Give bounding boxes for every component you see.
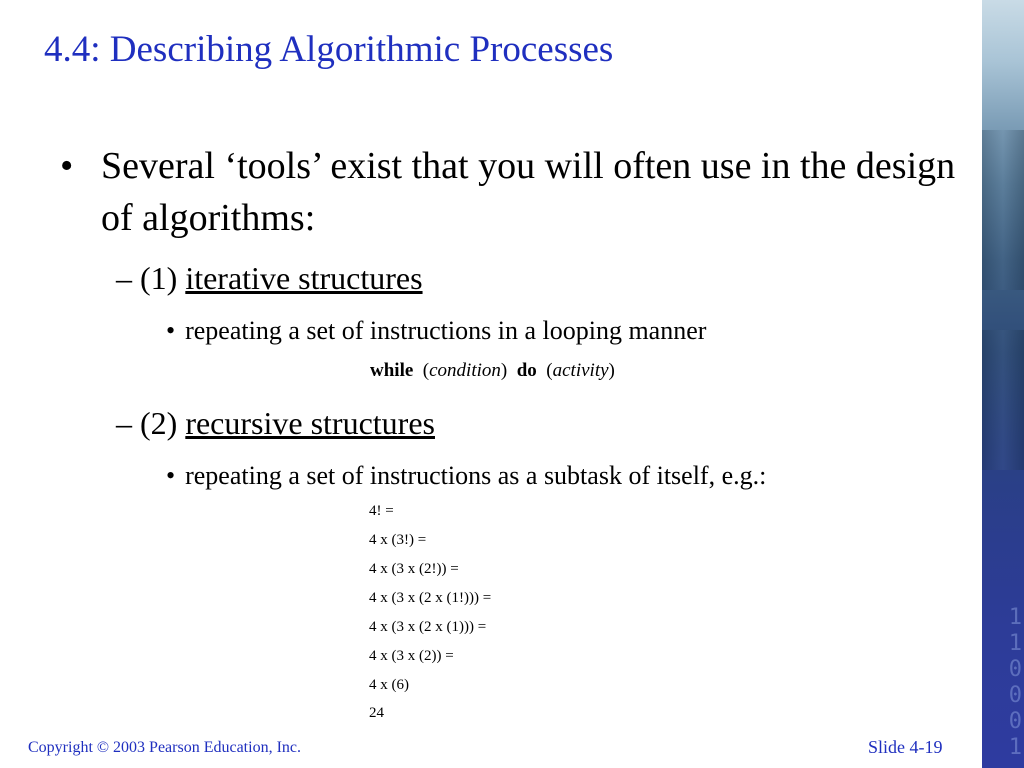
factorial-line: 4 x (3 x (2 x (1))) = — [369, 619, 487, 635]
decorative-side-strip — [982, 0, 1024, 768]
factorial-line: 24 — [369, 705, 384, 721]
factorial-line: 4 x (3 x (2 x (1!))) = — [369, 590, 492, 606]
factorial-line: 4 x (3 x (2!)) = — [369, 561, 459, 577]
sub-sub-item-recursive — [166, 461, 766, 491]
factorial-line: 4! = — [369, 503, 394, 519]
sub-item-iterative — [116, 260, 423, 297]
forest-image-band — [982, 330, 1024, 470]
bullet-icon: • — [60, 145, 74, 187]
paren: ( — [546, 360, 553, 381]
slide-title: 4.4: Describing Algorithmic Processes — [44, 29, 614, 70]
bullet-icon: • — [166, 461, 176, 490]
sub-item-prefix: (2) — [140, 405, 186, 441]
dash-icon: – — [116, 260, 132, 296]
bullet-icon: • — [166, 316, 176, 345]
recursive-structures-link[interactable]: recursive structures — [185, 405, 435, 441]
keyword-do: do — [516, 360, 537, 381]
factorial-line: 4 x (6) — [369, 677, 409, 693]
slide-number: Slide 4-19 — [868, 737, 943, 757]
main-bullet — [60, 140, 960, 244]
paren: ) — [500, 360, 508, 381]
sub-sub-item-iterative — [166, 316, 706, 346]
sub-sub-item-text: repeating a set of instructions as a subtask of itself, e.g.: — [185, 461, 767, 490]
activity-placeholder: activity — [552, 360, 609, 381]
factorial-line: 4 x (3 x (2)) = — [369, 648, 454, 664]
paren: ( — [422, 360, 430, 381]
condition-placeholder: condition — [429, 360, 501, 381]
iterative-structures-link[interactable]: iterative structures — [185, 260, 423, 296]
factorial-line: 4 x (3!) = — [369, 532, 427, 548]
paren: ) — [608, 360, 615, 381]
binary-digits-decoration: 1 1 0 0 0 1 — [1008, 605, 1024, 760]
keyword-while: while — [370, 360, 414, 381]
sub-item-recursive — [116, 405, 435, 442]
copyright-notice: Copyright © 2003 Pearson Education, Inc. — [28, 739, 301, 756]
forest-image-band — [982, 130, 1024, 290]
dash-icon: – — [116, 405, 132, 441]
sub-sub-item-text: repeating a set of instructions in a looping manner — [185, 316, 707, 345]
while-do-syntax — [370, 360, 615, 382]
main-bullet-text: Several ‘tools’ exist that you will often use in the design of algorithms: — [101, 145, 956, 239]
sub-item-prefix: (1) — [140, 260, 186, 296]
